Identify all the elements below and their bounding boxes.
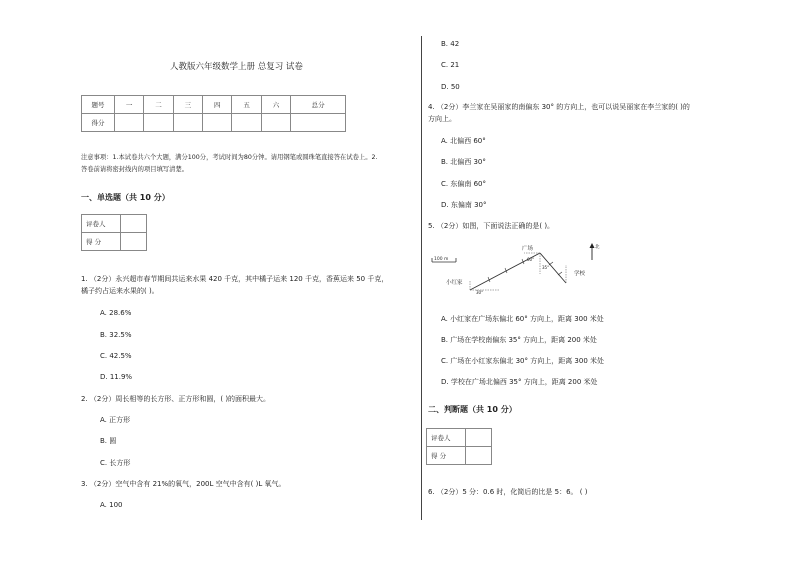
plaza-school-ticks xyxy=(549,262,562,275)
score-input-cell[interactable] xyxy=(261,114,290,132)
q4-stem-line-1: 4. （2分）李兰家在吴丽家的南偏东 30° 的方向上，也可以说吴丽家在李兰家的( )的 xyxy=(428,103,690,111)
q3-option-d[interactable]: D. 50 xyxy=(441,83,460,91)
q1-option-c[interactable]: C. 42.5% xyxy=(100,352,132,360)
q5-map-figure xyxy=(428,240,608,304)
home-label: 小红家 xyxy=(446,280,463,286)
grader-box-1 xyxy=(81,214,147,251)
score-table-score-row xyxy=(82,114,346,132)
q5-option-a[interactable]: A. 小红家在广场东偏北 60° 方向上，距离 300 米处 xyxy=(441,315,604,323)
q5-option-b[interactable]: B. 广场在学校南偏东 35° 方向上，距离 200 米处 xyxy=(441,336,597,344)
q2-option-c[interactable]: C. 长方形 xyxy=(100,459,131,467)
score-table xyxy=(81,95,346,132)
page-title: 人教版六年级数学上册 总复习 试卷 xyxy=(170,62,303,72)
score-header-cell: 总分 xyxy=(291,96,346,114)
school-label: 学校 xyxy=(574,271,586,277)
q2-option-a[interactable]: A. 正方形 xyxy=(100,416,131,424)
q5-stem: 5. （2分）如图，下面说法正确的是( )。 xyxy=(428,222,555,230)
q6-stem: 6. （2分）5 分：0.6 时，化简后的比是 5：6。 ( ) xyxy=(428,488,588,496)
q4-option-c[interactable]: C. 东偏南 60° xyxy=(441,180,486,188)
grader-score-label: 得 分 xyxy=(427,447,466,465)
grader-score-cell[interactable] xyxy=(121,233,147,251)
grader-sign-cell[interactable] xyxy=(466,429,492,447)
q3-option-c[interactable]: C. 21 xyxy=(441,61,460,69)
score-input-cell[interactable] xyxy=(291,114,346,132)
score-header-cell: 二 xyxy=(144,96,173,114)
q1-option-d[interactable]: D. 11.9% xyxy=(100,373,133,381)
score-header-cell: 六 xyxy=(261,96,290,114)
q4-stem-line-2: 方向上。 xyxy=(428,115,456,123)
q2-stem: 2. （2分）周长相等的长方形、正方形和圆，( )的面积最大。 xyxy=(81,395,271,403)
grader-label: 评卷人 xyxy=(82,215,121,233)
score-input-cell[interactable] xyxy=(144,114,173,132)
q5-option-d[interactable]: D. 学校在广场北偏西 35° 方向上，距离 200 米处 xyxy=(441,378,598,386)
home-plaza-ticks xyxy=(488,259,524,282)
q3-option-a[interactable]: A. 100 xyxy=(100,501,123,509)
scale-label: 100 m xyxy=(434,257,449,262)
q1-option-b[interactable]: B. 32.5% xyxy=(100,331,132,339)
plaza-angle-label-a: 60° xyxy=(527,257,535,262)
column-divider xyxy=(421,36,422,520)
q3-option-b[interactable]: B. 42 xyxy=(441,40,460,48)
q4-option-d[interactable]: D. 东偏南 30° xyxy=(441,201,487,209)
score-input-cell[interactable] xyxy=(232,114,261,132)
home-angle-label: 30° xyxy=(476,290,484,295)
grader-label: 评卷人 xyxy=(427,429,466,447)
north-arrow-icon xyxy=(590,243,601,260)
scale-bar xyxy=(432,256,456,262)
section-2-heading: 二、判断题（共 10 分） xyxy=(428,405,517,414)
score-header-cell: 四 xyxy=(203,96,232,114)
q1-stem-line-2: 橘子约占运来水果的( )。 xyxy=(81,287,159,295)
q1-option-a[interactable]: A. 28.6% xyxy=(100,309,132,317)
q4-option-a[interactable]: A. 北偏西 60° xyxy=(441,137,486,145)
score-header-cell: 三 xyxy=(173,96,202,114)
score-header-cell: 一 xyxy=(115,96,144,114)
score-input-cell[interactable] xyxy=(115,114,144,132)
score-input-cell[interactable] xyxy=(203,114,232,132)
plaza-angle-label-b: 35° xyxy=(542,265,550,270)
section-1-heading: 一、单选题（共 10 分） xyxy=(81,193,170,202)
score-input-cell[interactable] xyxy=(173,114,202,132)
grader-sign-cell[interactable] xyxy=(121,215,147,233)
north-label: 北 xyxy=(595,245,600,250)
q1-stem-line-1: 1. （2分）永兴超市春节期间共运来水果 420 千克，其中橘子运来 120 千克，香蕉运来 50 千克， xyxy=(81,275,389,283)
q5-option-c[interactable]: C. 广场在小红家东偏北 30° 方向上，距离 300 米处 xyxy=(441,357,605,365)
grader-score-label: 得 分 xyxy=(82,233,121,251)
grader-box-2 xyxy=(426,428,492,465)
plaza-label: 广场 xyxy=(522,246,534,252)
score-header-cell: 五 xyxy=(232,96,261,114)
score-header-cell: 题号 xyxy=(82,96,115,114)
notice-line-1: 注意事项：1.本试卷共六个大题，满分100分，考试时间为80分钟。请用钢笔或圆珠笔直接答在试卷上。2. xyxy=(81,154,378,161)
q4-option-b[interactable]: B. 北偏西 30° xyxy=(441,158,486,166)
score-row-label: 得分 xyxy=(82,114,115,132)
q3-stem: 3. （2分）空气中含有 21%的氧气，200L 空气中含有( )L 氧气。 xyxy=(81,480,286,488)
q2-option-b[interactable]: B. 圆 xyxy=(100,437,117,445)
score-table-header-row xyxy=(82,96,346,114)
notice-line-2: 答卷前请将密封线内的项目填写清楚。 xyxy=(81,166,189,173)
grader-score-cell[interactable] xyxy=(466,447,492,465)
